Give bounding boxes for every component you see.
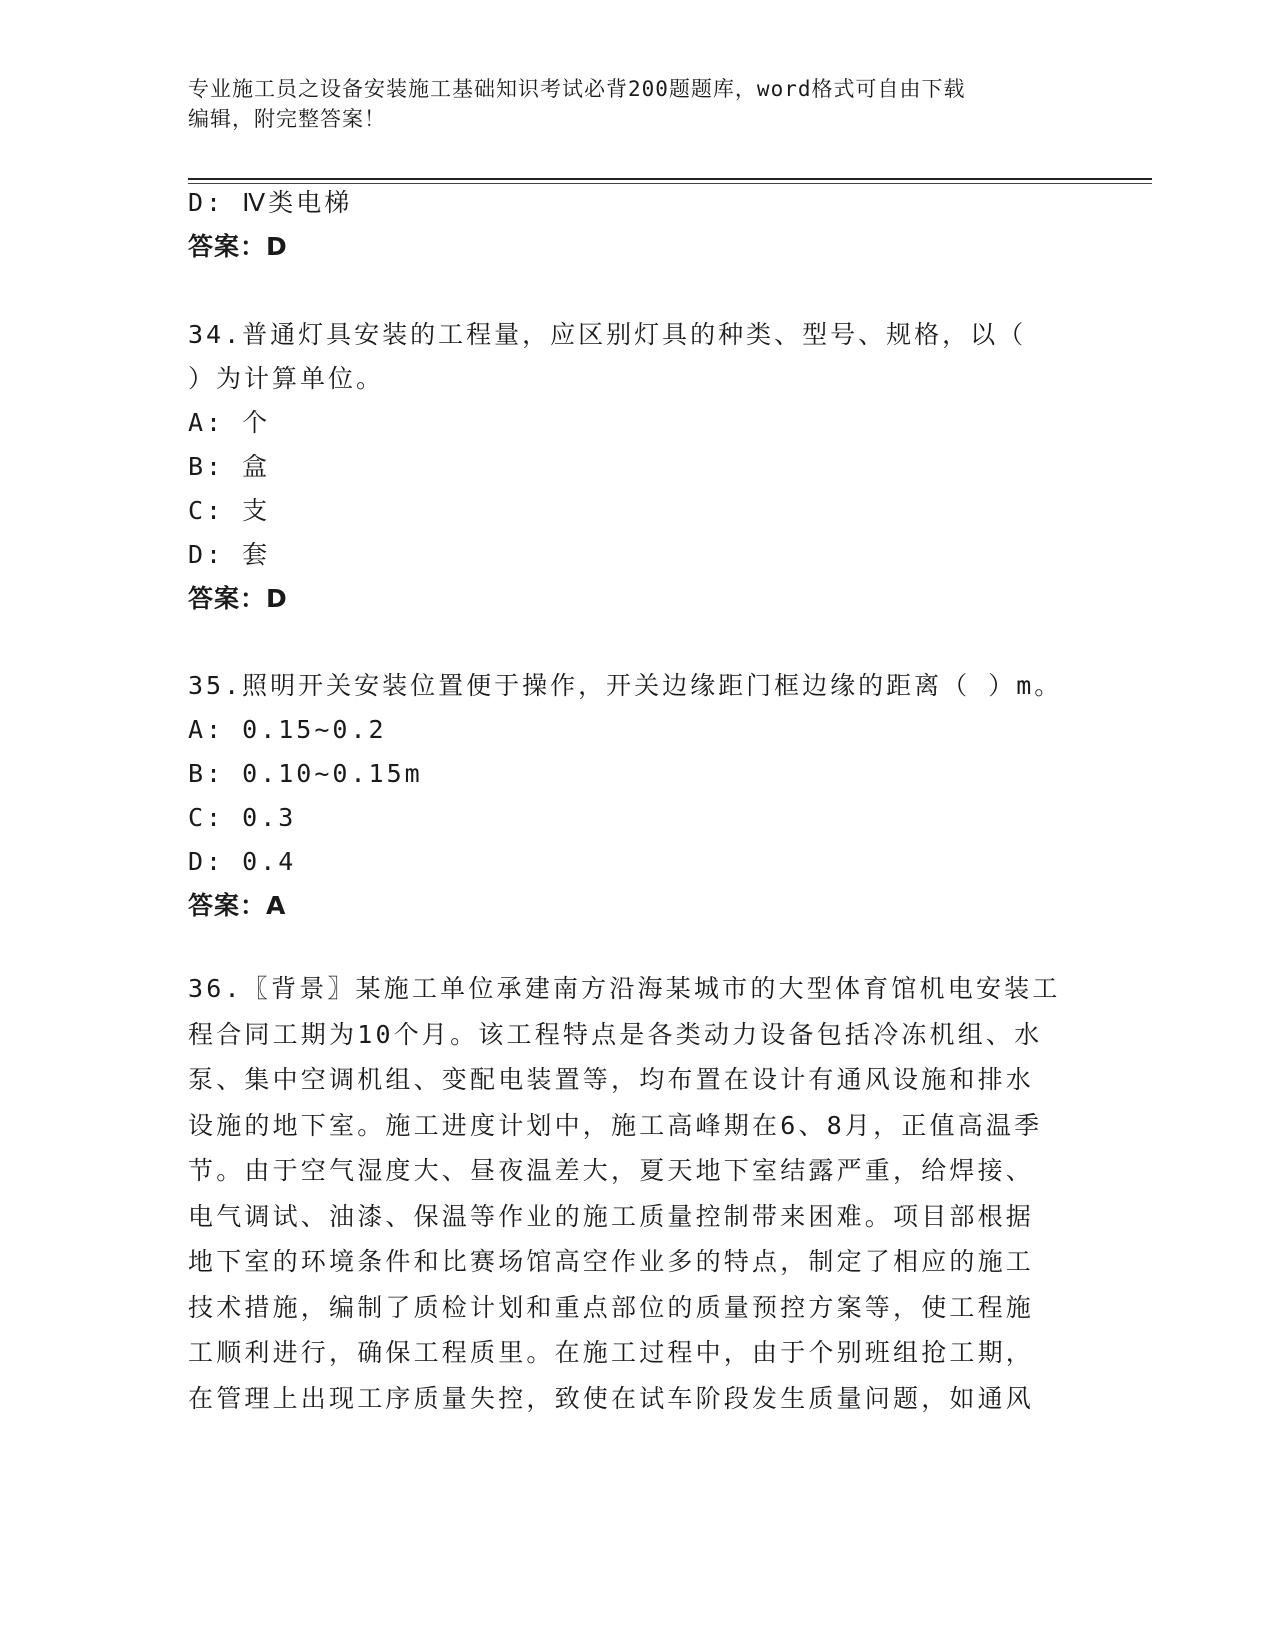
header-title-line-1: 专业施工员之设备安装施工基础知识考试必背200题题库，word格式可自由下载: [188, 77, 966, 101]
q34-option-c: C: 支: [188, 496, 271, 525]
q35-option-a: A: 0.15~0.2: [188, 715, 387, 744]
q36-line-6: 电气调试、油漆、保温等作业的施工质量控制带来困难。项目部根据: [188, 1201, 1035, 1231]
q34-stem-line-1: 34.普通灯具安装的工程量，应区别灯具的种类、型号、规格，以（: [188, 320, 1027, 349]
q34-stem-line-2: ）为计算单位。: [188, 364, 385, 393]
q35-option-c: C: 0.3: [188, 803, 297, 832]
q36-line-4: 设施的地下室。施工进度计划中，施工高峰期在6、8月，正值高温季: [188, 1110, 1043, 1140]
q34-option-d: D: 套: [188, 540, 271, 569]
q36-line-2: 程合同工期为10个月。该工程特点是各类动力设备包括冷冻机组、水: [188, 1019, 1043, 1049]
q36-line-3: 泵、集中空调机组、变配电装置等，均布置在设计有通风设施和排水: [188, 1065, 1035, 1094]
q34-answer: 答案：D: [188, 584, 288, 613]
q35-stem: 35.照明开关安装位置便于操作，开关边缘距门框边缘的距离（ ）m。: [188, 671, 1063, 700]
q35-answer: 答案：A: [188, 891, 287, 920]
q36-line-1: 36.〖背景〗某施工单位承建南方沿海某城市的大型体育馆机电安装工: [188, 974, 1061, 1003]
prev-answer: 答案：D: [188, 232, 288, 261]
q36-line-8: 技术措施，编制了质检计划和重点部位的质量预控方案等，使工程施: [188, 1292, 1035, 1322]
header-divider-thick: [188, 178, 1152, 180]
q36-line-7: 地下室的环境条件和比赛场馆高空作业多的特点，制定了相应的施工: [188, 1247, 1035, 1276]
q34-option-b: B: 盒: [188, 452, 271, 481]
prev-option-d: D: Ⅳ类电梯: [188, 188, 353, 217]
page-header: [188, 74, 1068, 134]
q36-line-10: 在管理上出现工序质量失控，致使在试车阶段发生质量问题，如通风: [188, 1383, 1035, 1413]
header-title-line-2: 编辑，附完整答案！: [188, 107, 386, 131]
q36-background-paragraph: [188, 966, 1061, 1421]
q36-line-5: 节。由于空气湿度大、昼夜温差大，夏天地下室结露严重，给焊接、: [188, 1156, 1035, 1185]
q35-option-d: D: 0.4: [188, 847, 297, 876]
q34-option-a: A: 个: [188, 408, 271, 437]
q35-option-b: B: 0.10~0.15m: [188, 759, 423, 788]
header-divider-thin: [188, 183, 1152, 184]
q36-line-9: 工顺利进行，确保工程质里。在施工过程中，由于个别班组抢工期，: [188, 1338, 1035, 1367]
